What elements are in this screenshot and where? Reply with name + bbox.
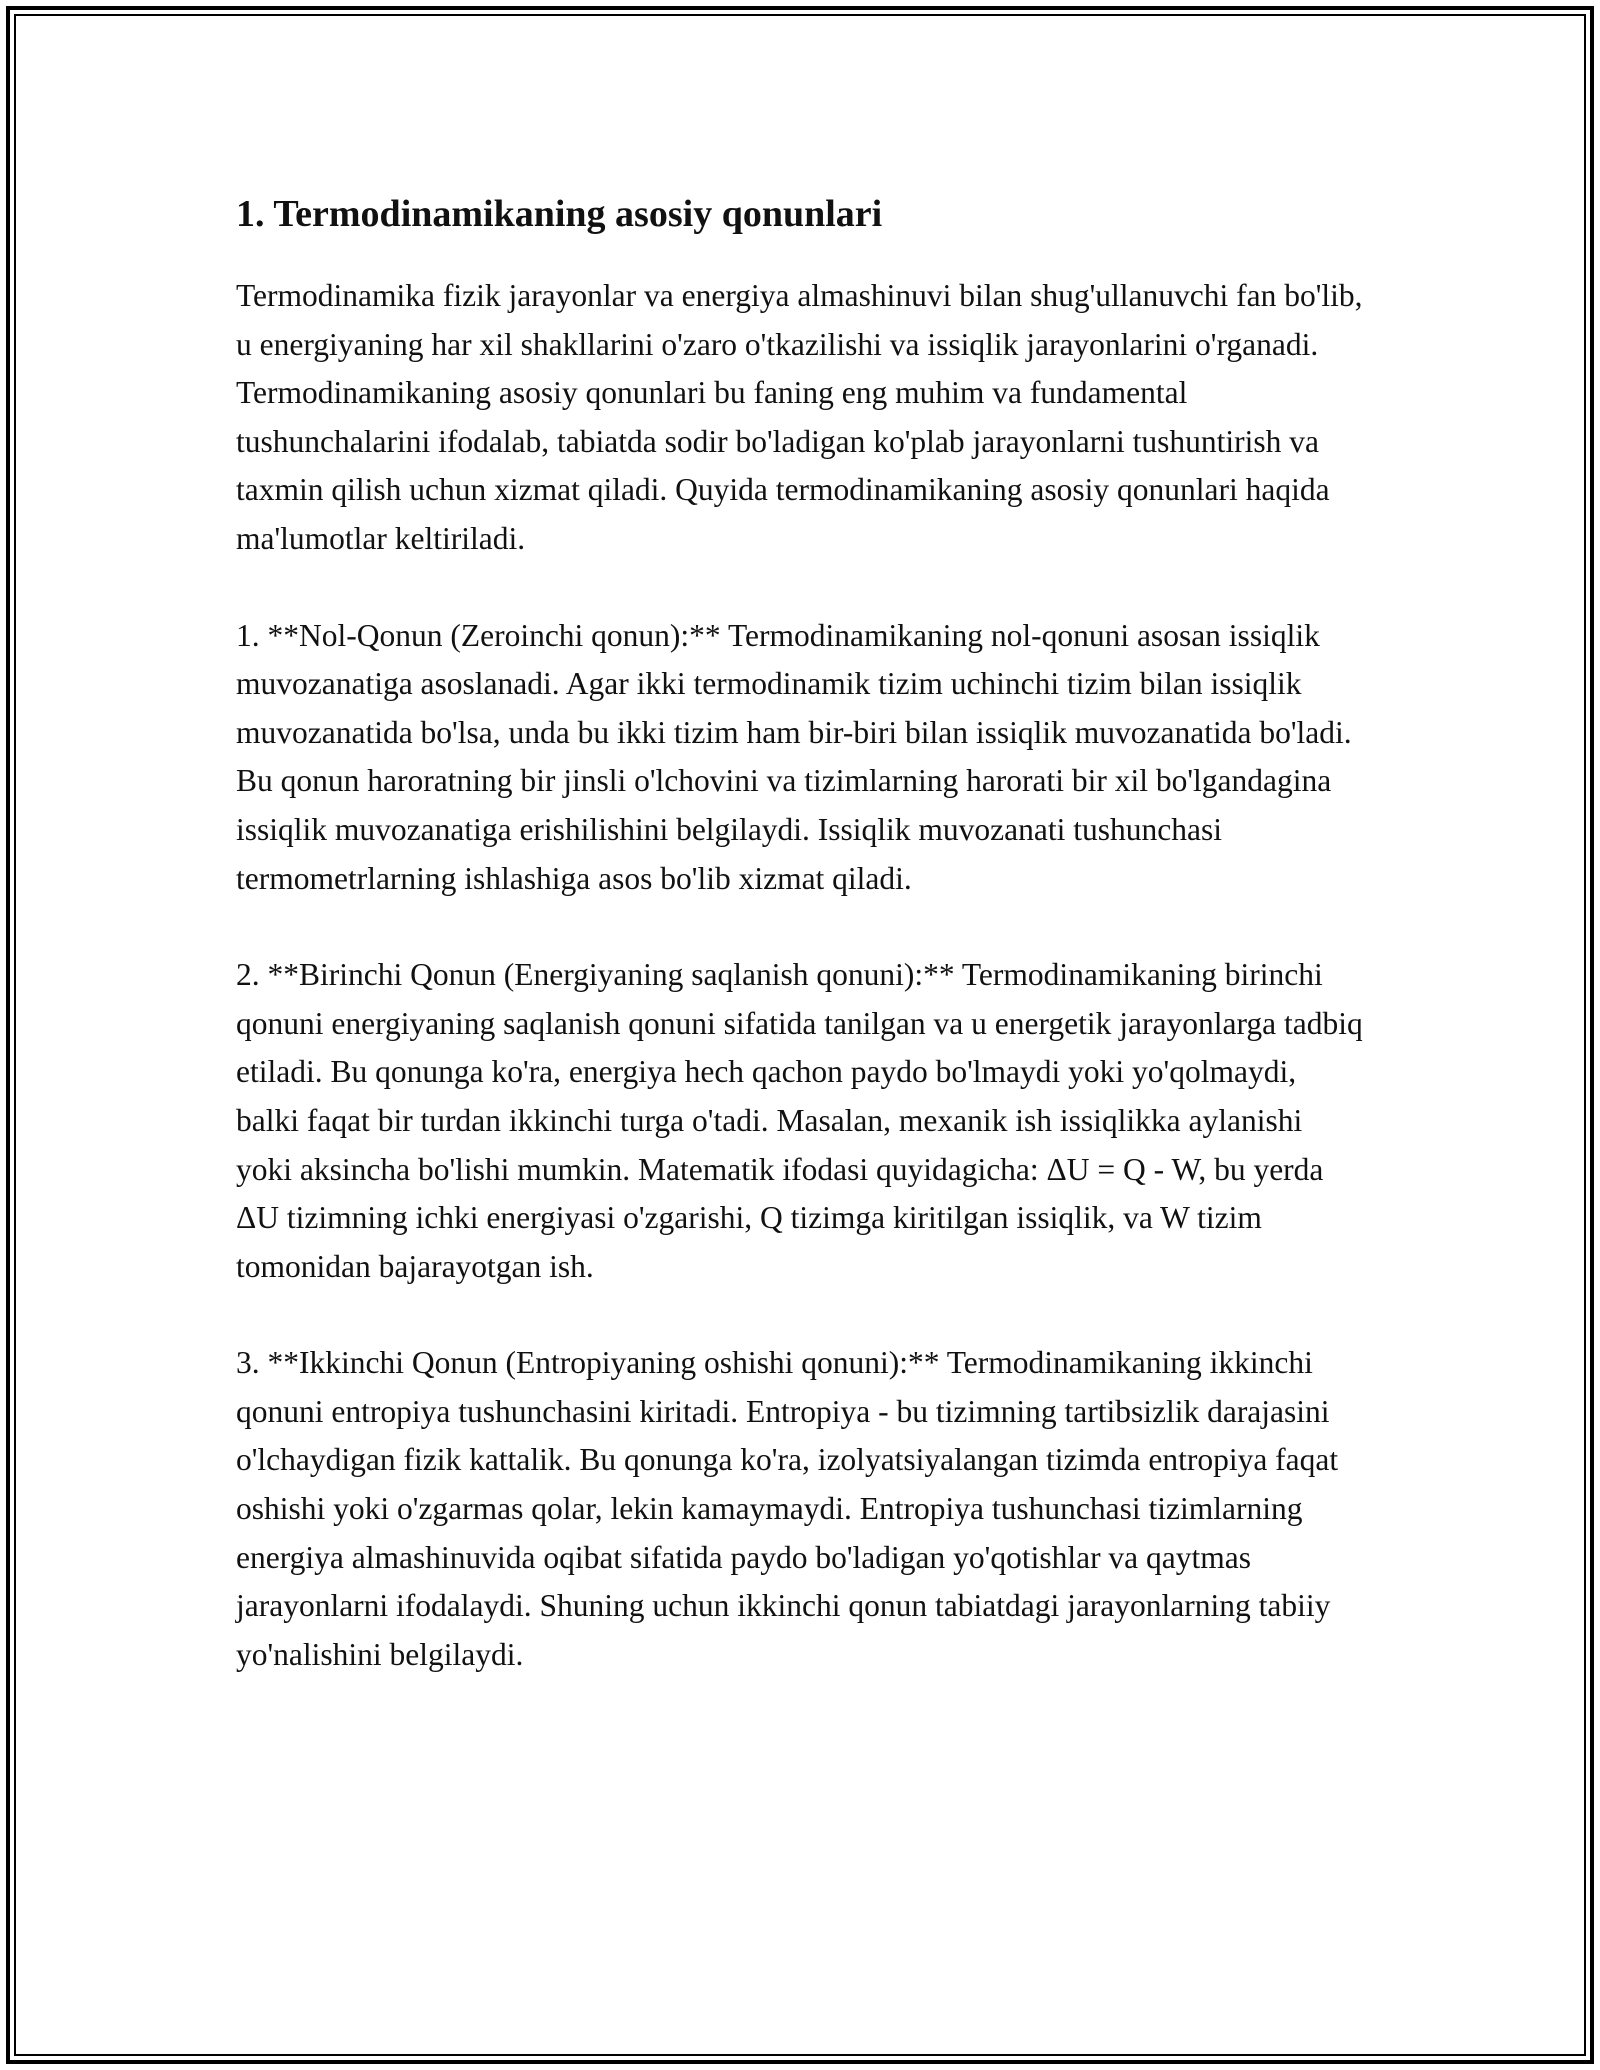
document-body [236,186,1366,1727]
intro-paragraph: Termodinamika fizik jarayonlar va energiya almashinuvi bilan shug'ullanuvchi fan bo'lib, u energiyaning har xil shakllarini o'zaro o'tkazilishi va issiqlik jarayonlarini o'rganadi. Termodinamikaning asosiy qonunlari bu faning eng muhim va fundamental tushunchalarini ifodalab, tabiatda sodir bo'ladigan ko'plab jarayonlarni tushuntirish va taxmin qilish uchun xizmat qiladi. Quyida termodinamikaning asosiy qonunlari haqida ma'lumotlar keltiriladi. [236,278,1363,556]
second-law-paragraph: 3. **Ikkinchi Qonun (Entropiyaning oshishi qonuni):** Termodinamikaning ikkinchi qonuni entropiya tushunchasini kiritadi. Entropiya - bu tizimning tartibsizlik darajasini o'lchaydigan fizik kattalik. Bu qonunga ko'ra, izolyatsiyalangan tizimda entropiya faqat oshishi yoki o'zgarmas qolar, lekin kamaymaydi. Entropiya tushunchasi tizimlarning energiya almashinuvida oqibat sifatida paydo bo'ladigan yo'qotishlar va qaytmas jarayonlarni ifodalaydi. Shuning uchun ikkinchi qonun tabiatdagi jarayonlarning tabiiy yo'nalishini belgilaydi. [236,1345,1339,1672]
document-title: 1. Termodinamikaning asosiy qonunlari [236,193,883,235]
first-law-paragraph: 2. **Birinchi Qonun (Energiyaning saqlanish qonuni):** Termodinamikaning birinchi qonuni energiyaning saqlanish qonuni sifatida tanilgan va u energetik jarayonlarga tadbiq etiladi. Bu qonunga ko'ra, energiya hech qachon paydo bo'lmaydi yoki yo'qolmaydi, balki faqat bir turdan ikkinchi turga o'tadi. Masalan, mexanik ish issiqlikka aylanishi yoki aksincha bo'lishi mumkin. Matematik ifodasi quyidagicha: ΔU = Q - W, bu yerda ΔU tizimning ichki energiyasi o'zgarishi, Q tizimga kiritilgan issiqlik, va W tizim tomonidan bajarayotgan ish. [236,957,1363,1284]
zeroth-law-paragraph: 1. **Nol-Qonun (Zeroinchi qonun):** Termodinamikaning nol-qonuni asosan issiqlik muvozanatiga asoslanadi. Agar ikki termodinamik tizim uchinchi tizim bilan issiqlik muvozanatida bo'lsa, unda bu ikki tizim ham bir-biri bilan issiqlik muvozanatida bo'ladi. Bu qonun haroratning bir jinsli o'lchovini va tizimlarning harorati bir xil bo'lgandagina issiqlik muvozanatiga erishilishini belgilaydi. Issiqlik muvozanati tushunchasi termometrlarning ishlashiga asos bo'lib xizmat qiladi. [236,617,1352,896]
